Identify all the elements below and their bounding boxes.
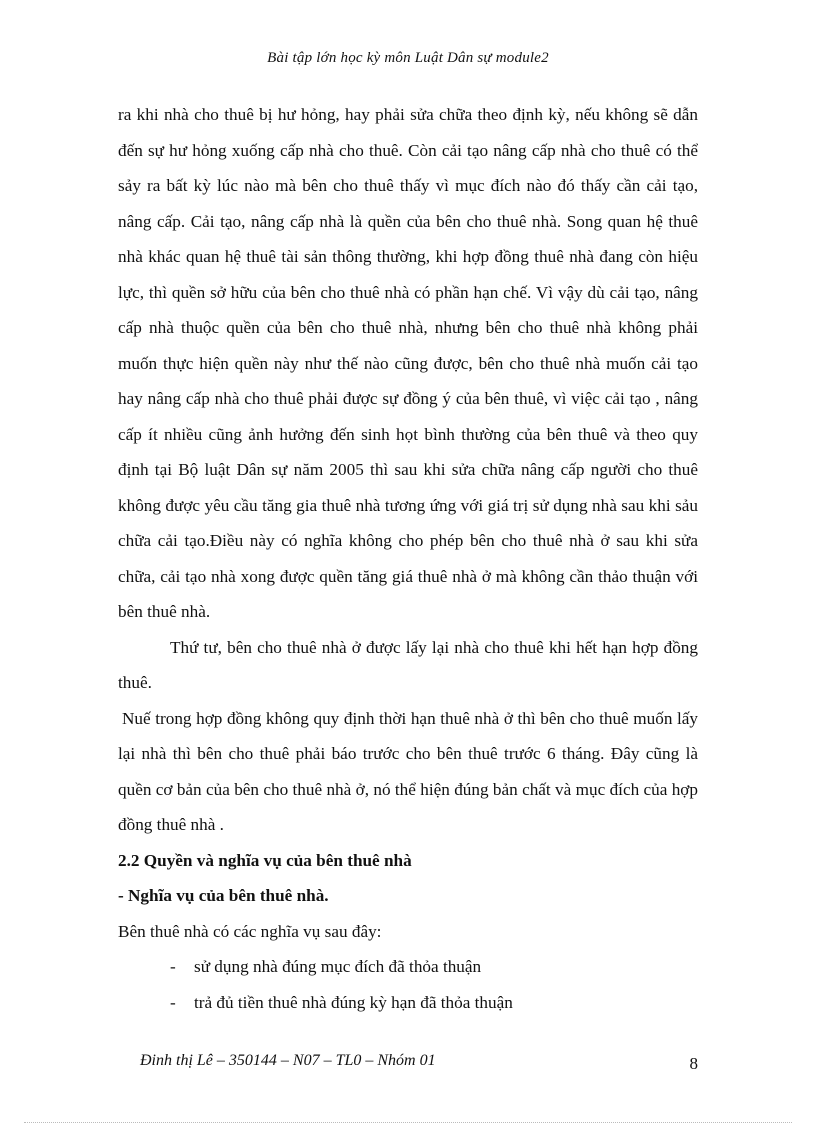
- list-item-text: sử dụng nhà đúng mục đích đã thỏa thuận: [194, 957, 482, 976]
- section-heading: 2.2 Quyền và nghĩa vụ của bên thuê nhà: [118, 850, 412, 870]
- obligation-list: [118, 949, 698, 1020]
- paragraph-2: Thứ tư, bên cho thuê nhà ở được lấy lại nhà cho thuê khi hết hạn hợp đồng thuê.: [118, 637, 698, 692]
- body-text: [118, 97, 698, 1020]
- footer-author: Đinh thị Lê – 350144 – N07 – TL0 – Nhóm 01: [140, 1052, 436, 1069]
- page-number: 8: [689, 1054, 698, 1073]
- list-bullet: -: [170, 992, 176, 1012]
- list-item-text: trả đủ tiền thuê nhà đúng kỳ hạn đã thỏa thuận: [194, 992, 513, 1012]
- section-subheading: - Nghĩa vụ của bên thuê nhà.: [118, 886, 329, 905]
- list-bullet: -: [170, 957, 176, 976]
- paragraph-1: ra khi nhà cho thuê bị hư hỏng, hay phải sửa chữa theo định kỳ, nếu không sẽ dẫn đến sự hư hỏng xuống cấp nhà cho thuê. Còn cải tạo nâng cấp nhà cho thuê có thể sảy ra bất kỳ lúc nào mà bên cho thuê thấy vì mục đích nào đó thấy cần cải tạo, nâng cấp. Cải tạo, nâng cấp nhà là quền của bên cho thuê nhà. Song quan hệ thuê nhà khác quan hệ thuê tài sản thông thường, khi hợp đồng thuê nhà đang còn hiệu lực, thì quền sở hữu của bên cho thuê nhà có phần hạn chế. Vì vậy dù cải tạo, nâng cấp nhà thuộc quền của bên cho thuê nhà, nhưng bên cho thuê nhà không phải muốn thực hiện quền này như thế nào cũng được, bên cho thuê nhà muốn cải tạo hay nâng cấp nhà cho thuê phải được sự đồng ý của bên thuê, vì việc cải tạo , nâng cấp ít nhiều cũng ảnh hưởng đến sinh họt bình thường của bên thuê và theo quy định tại Bộ luật Dân sự năm 2005 thì sau khi sửa chữa nâng cấp người cho thuê không được yêu cầu tăng gia thuê nhà tương ứng với giá trị sử dụng nhà sau khi sảu chữa cải tạo.Điều này có nghĩa không cho phép bên cho thuê nhà ở sau khi sửa chữa, cải tạo nhà xong được quền tăng giá thuê nhà ở mà không cần thảo thuận với bên thuê nhà.: [118, 105, 698, 621]
- list-item: [118, 985, 698, 1021]
- list-intro: Bên thuê nhà có các nghĩa vụ sau đây:: [118, 921, 382, 941]
- paragraph-3: Nuế trong hợp đồng không quy định thời hạn thuê nhà ở thì bên cho thuê muốn lấy lại nhà thì bên cho thuê phải báo trước cho bên thuê trước 6 tháng. Đây cũng là quền cơ bản của bên cho thuê nhà ở, nó thể hiện đúng bản chất và mục đích của hợp đồng thuê nhà .: [118, 708, 698, 834]
- list-item: [118, 949, 698, 985]
- running-header: Bài tập lớn học kỳ môn Luật Dân sự module2: [267, 50, 549, 66]
